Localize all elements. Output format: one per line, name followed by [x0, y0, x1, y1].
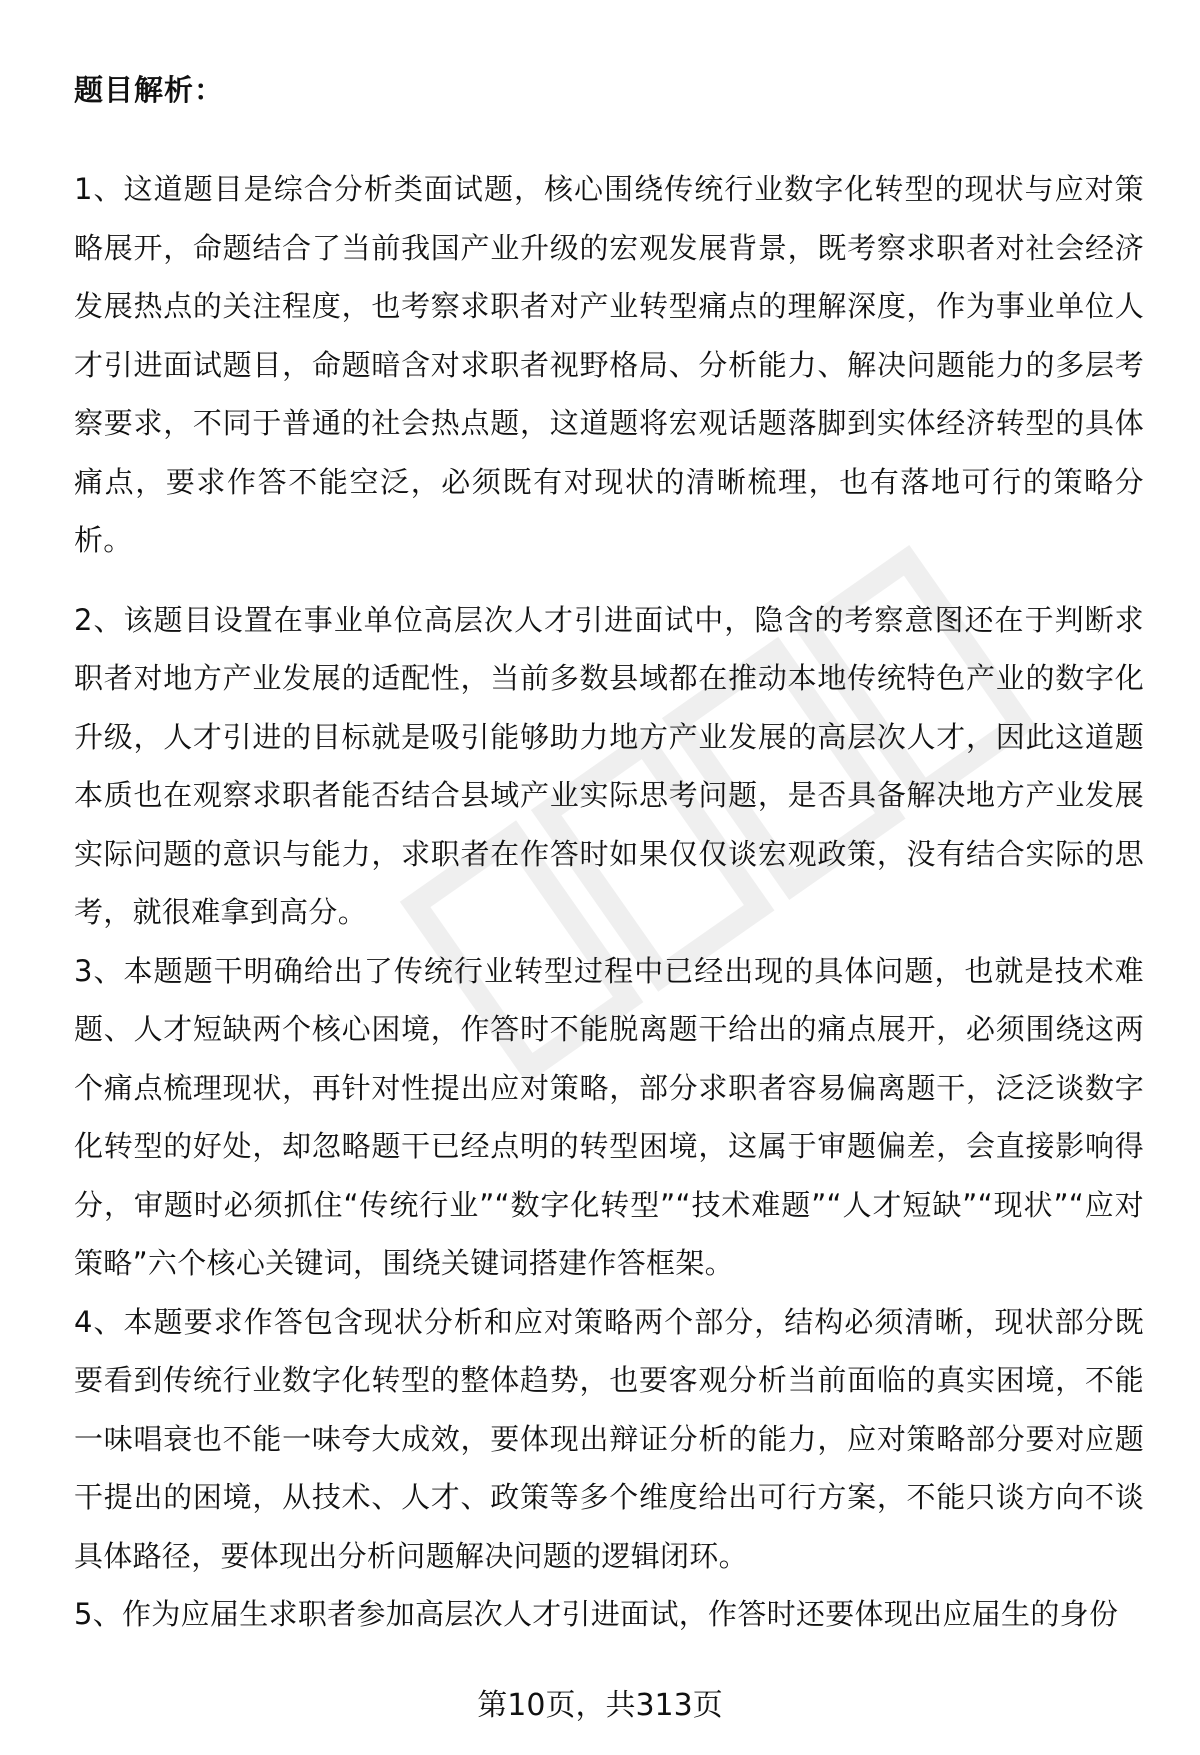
page-number: 第10页，共313页: [477, 1688, 723, 1723]
analysis-content: [74, 160, 1144, 1644]
analysis-paragraph-1: 1、这道题目是综合分析类面试题，核心围绕传统行业数字化转型的现状与应对策略展开，命题结合了当前我国产业升级的宏观发展背景，既考察求职者对社会经济发展热点的关注程度，也考察求职者对产业转型痛点的理解深度，作为事业单位人才引进面试题目，命题暗含对求职者视野格局、分析能力、解决问题能力的多层考察要求，不同于普通的社会热点题，这道题将宏观话题落脚到实体经济转型的具体痛点，要求作答不能空泛，必须既有对现状的清晰梳理，也有落地可行的策略分析。: [74, 172, 1144, 557]
analysis-paragraph-2: 2、该题目设置在事业单位高层次人才引进面试中，隐含的考察意图还在于判断求职者对地方产业发展的适配性，当前多数县域都在推动本地传统特色产业的数字化升级，人才引进的目标就是吸引能够助力地方产业发展的高层次人才，因此这道题本质也在观察求职者能否结合县域产业实际思考问题，是否具备解决地方产业发展实际问题的意识与能力，求职者在作答时如果仅仅谈宏观政策，没有结合实际的思考，就很难拿到高分。: [74, 602, 1144, 929]
section-title: 题目解析：: [74, 73, 225, 107]
analysis-paragraph-3: 3、本题题干明确给出了传统行业转型过程中已经出现的具体问题，也就是技术难题、人才短缺两个核心困境，作答时不能脱离题干给出的痛点展开，必须围绕这两个痛点梳理现状，再针对性提出应对策略，部分求职者容易偏离题干，泛泛谈数字化转型的好处，却忽略题干已经点明的转型困境，这属于审题偏差，会直接影响得分，审题时必须抓住“传统行业”“数字化转型”“技术难题”“人才短缺”“现状”“应对策略”六个核心关键词，围绕关键词搭建作答框架。: [74, 953, 1144, 1280]
analysis-paragraph-4: 4、本题要求作答包含现状分析和应对策略两个部分，结构必须清晰，现状部分既要看到传统行业数字化转型的整体趋势，也要客观分析当前面临的真实困境，不能一味唱衰也不能一味夸大成效，要体现出辩证分析的能力，应对策略部分要对应题干提出的困境，从技术、人才、政策等多个维度给出可行方案，不能只谈方向不谈具体路径，要体现出分析问题解决问题的逻辑闭环。: [74, 1304, 1144, 1573]
analysis-paragraph-5: 5、作为应届生求职者参加高层次人才引进面试，作答时还要体现出应届生的身份: [74, 1597, 1119, 1631]
